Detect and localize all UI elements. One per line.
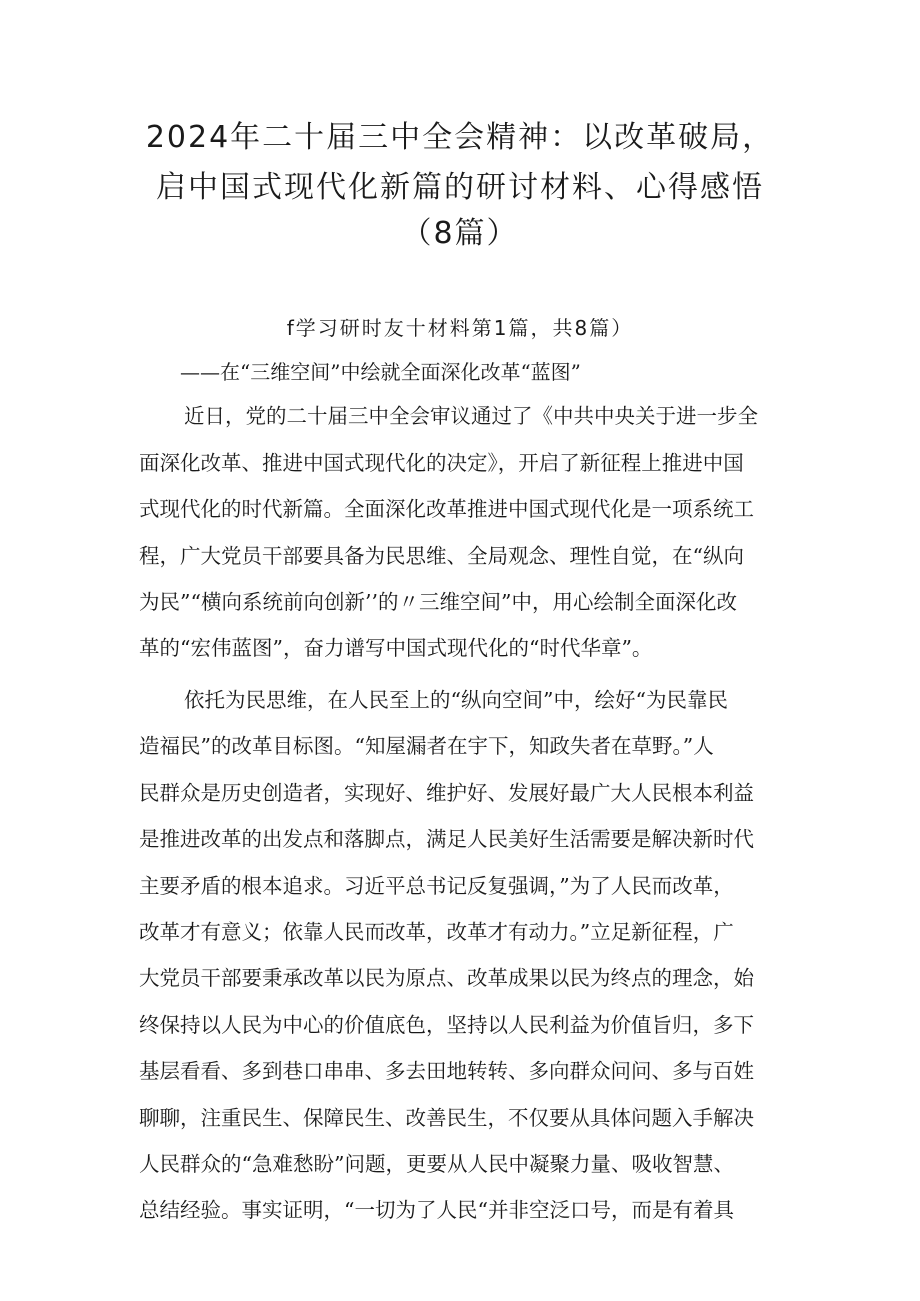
paragraph-1-line: 式现代化的时代新篇。全面深化改革推进中国式现代化是一项系统工 bbox=[139, 497, 754, 521]
paragraph-1-line: 程，广大党员干部要具备为民思维、全局观念、理性自觉，在“纵向 bbox=[139, 544, 744, 568]
paragraph-2-line: 聊聊，注重民生、保障民生、改善民生，不仅要从具体问题入手解决 bbox=[139, 1106, 754, 1130]
paragraph-1-line: 革的“宏伟蓝图”，奋力谱写中国式现代化的“时代华章”。 bbox=[139, 636, 653, 660]
document-title-line-2: 启中国式现代化新篇的研讨材料、心得感悟 bbox=[156, 170, 764, 205]
paragraph-2-line: 民群众是历史创造者，实现好、维护好、发展好最广大人民根本利益 bbox=[139, 781, 754, 805]
paragraph-2-line: 造福民”的改革目标图。“知屋漏者在宇下，知政失者在草野。”人 bbox=[139, 734, 714, 758]
paragraph-2-line: 改革才有意义；依靠人民而改革，改革才有动力。”立足新征程，广 bbox=[139, 920, 734, 944]
paragraph-1-line: 为民”“横向系统前向创新’’的〃三维空间”中，用心绘制全面深化改 bbox=[139, 590, 737, 614]
paragraph-2-line: 基层看看、多到巷口串串、多去田地转转、多向群众问问、多与百姓 bbox=[139, 1059, 754, 1083]
document-title-line-1: 2024年二十届三中全会精神：以改革破局， bbox=[145, 120, 775, 155]
paragraph-1-line: 近日，党的二十届三中全会审议通过了《中共中央关于进一步全 bbox=[184, 404, 758, 428]
document-title-line-3: （8篇） bbox=[401, 216, 519, 251]
paragraph-2-line: 依托为民思维，在人民至上的“纵向空间”中，绘好“为民靠民 bbox=[184, 688, 728, 712]
paragraph-2-line: 总结经验。事实证明，“一切为了人民“并非空泛口号，而是有着具 bbox=[139, 1198, 734, 1222]
paragraph-2-line: 人民群众的“急难愁盼”问题，更要从人民中凝聚力量、吸收智慧、 bbox=[139, 1152, 734, 1176]
paragraph-2-line: 大党员干部要秉承改革以民为原点、改革成果以民为终点的理念，始 bbox=[139, 966, 754, 990]
section-subheading: f学习研时友十材料第1篇，共8篇） bbox=[286, 316, 634, 340]
paragraph-1-line: 面深化改革、推进中国式现代化的决定》，开启了新征程上推进中国 bbox=[139, 451, 744, 475]
paragraph-2-line: 终保持以人民为中心的价值底色，坚持以人民利益为价值旨归，多下 bbox=[139, 1013, 754, 1037]
section-byline: ——在“三维空间”中绘就全面深化改革“蓝图” bbox=[180, 360, 581, 384]
paragraph-2-line: 是推进改革的出发点和落脚点，满足人民美好生活需要是解决新时代 bbox=[139, 827, 754, 851]
paragraph-2-line: 主要矛盾的根本追求。习近平总书记反复强调，”为了人民而改革， bbox=[139, 874, 734, 898]
